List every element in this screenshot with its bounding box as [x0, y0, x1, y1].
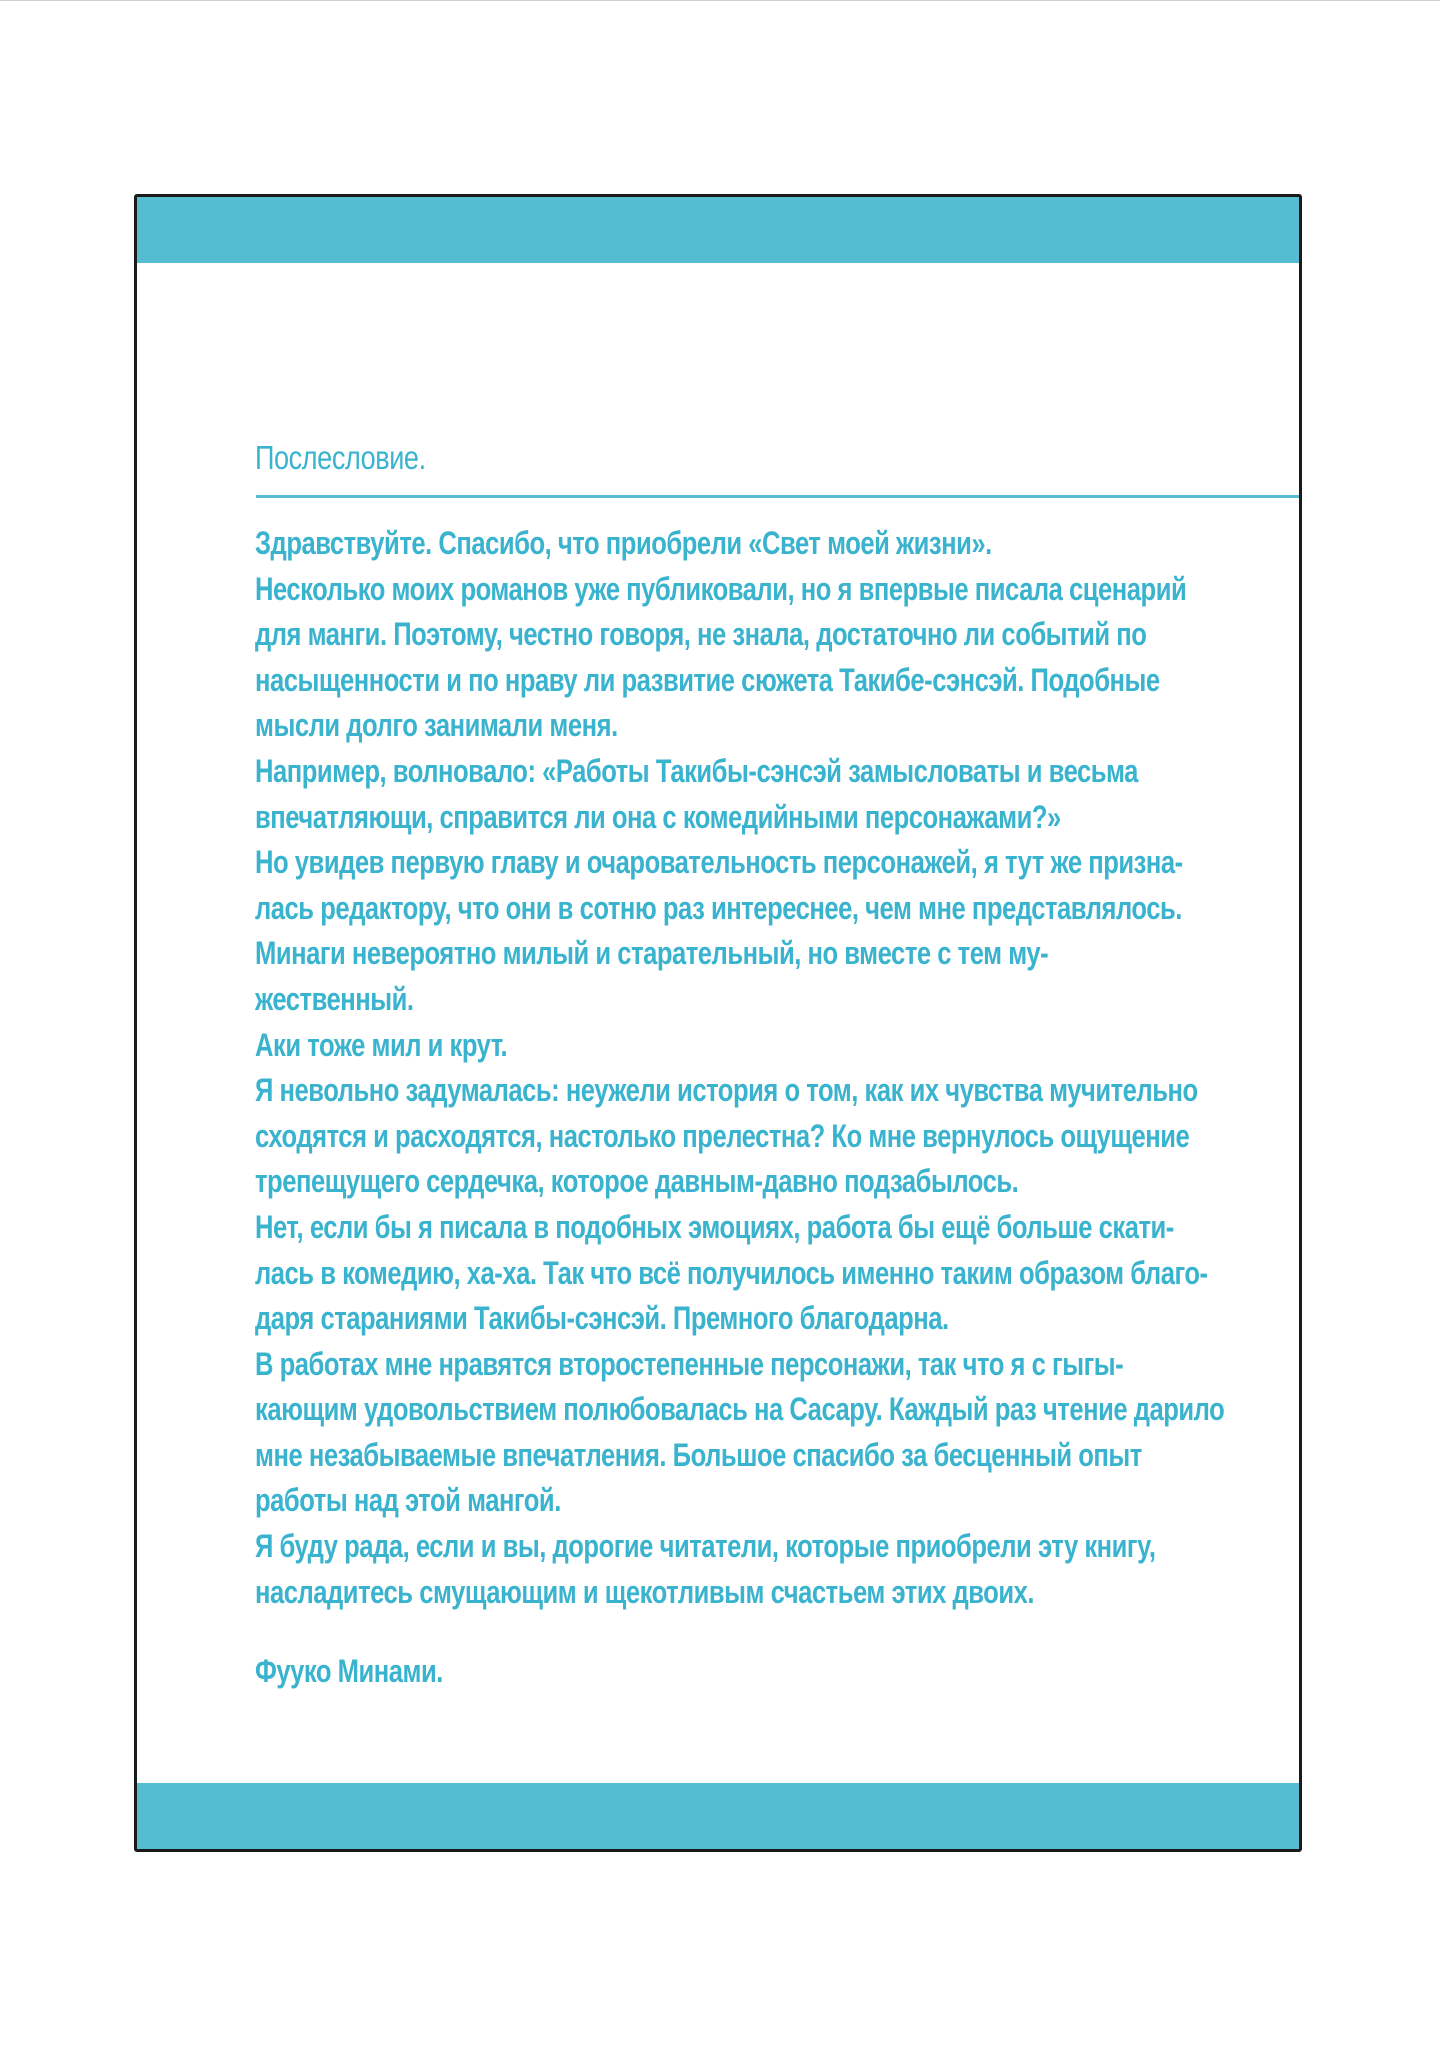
body-line: мне незабываемые впечатления. Большое спасибо за бесценный опыт	[255, 1436, 1142, 1473]
body-line: В работах мне нравятся второстепенные персонажи, так что я с гыгы-	[255, 1345, 1124, 1382]
body-line: насладитесь смущающим и щекотливым счастьем этих двоих.	[255, 1573, 1034, 1610]
body-line: кающим удовольствием полюбовалась на Сасару. Каждый раз чтение дарило	[255, 1391, 1225, 1428]
body-line: Здравствуйте. Спасибо, что приобрели «Свет моей жизни».	[255, 525, 992, 561]
afterword-frame	[134, 194, 1302, 1852]
body-line: даря стараниями Такибы-сэнсэй. Премного благодарна.	[255, 1300, 949, 1337]
body-line: работы над этой мангой.	[255, 1482, 561, 1519]
afterword-body	[255, 521, 1225, 1615]
body-line: Несколько моих романов уже публиковали, но я впервые писала сценарий	[255, 570, 1187, 607]
page-top-rule	[0, 0, 1440, 1]
body-line: Я буду рада, если и вы, дорогие читатели, которые приобрели эту книгу,	[255, 1528, 1156, 1565]
body-line: мысли долго занимали меня.	[255, 707, 618, 744]
body-line: Нет, если бы я писала в подобных эмоциях, работа бы ещё больше скати-	[255, 1208, 1174, 1245]
body-line: Но увидев первую главу и очаровательность персонажей, я тут же призна-	[255, 844, 1183, 881]
body-line: лась в комедию, ха-ха. Так что всё получилось именно таким образом благо-	[255, 1254, 1208, 1291]
body-line: лась редактору, что они в сотню раз интереснее, чем мне представлялось.	[255, 889, 1182, 926]
body-line: Я невольно задумалась: неужели история о том, как их чувства мучительно	[255, 1072, 1198, 1109]
top-color-band	[137, 197, 1299, 263]
body-line: жественный.	[255, 980, 414, 1017]
bottom-color-band	[137, 1783, 1299, 1849]
body-line: сходятся и расходятся, настолько прелестна? Ко мне вернулось ощущение	[255, 1117, 1190, 1154]
body-line: для манги. Поэтому, честно говоря, не знала, достаточно ли событий по	[255, 616, 1147, 653]
body-line: Аки тоже мил и крут.	[255, 1026, 508, 1063]
body-line: Минаги невероятно милый и старательный, но вместе с тем му-	[255, 935, 1049, 972]
body-line: впечатляющи, справится ли она с комедийными персонажами?»	[255, 798, 1061, 835]
title-divider	[256, 495, 1299, 498]
body-line: трепещущего сердечка, которое давным-давно подзабылось.	[255, 1163, 1019, 1200]
author-signature: Фууко Минами.	[255, 1653, 443, 1689]
body-line: Например, волновало: «Работы Такибы-сэнсэй замысловаты и весьма	[255, 752, 1138, 789]
afterword-title: Послесловие.	[255, 439, 426, 476]
body-line: насыщенности и по нраву ли развитие сюжета Такибе-сэнсэй. Подобные	[255, 661, 1160, 698]
